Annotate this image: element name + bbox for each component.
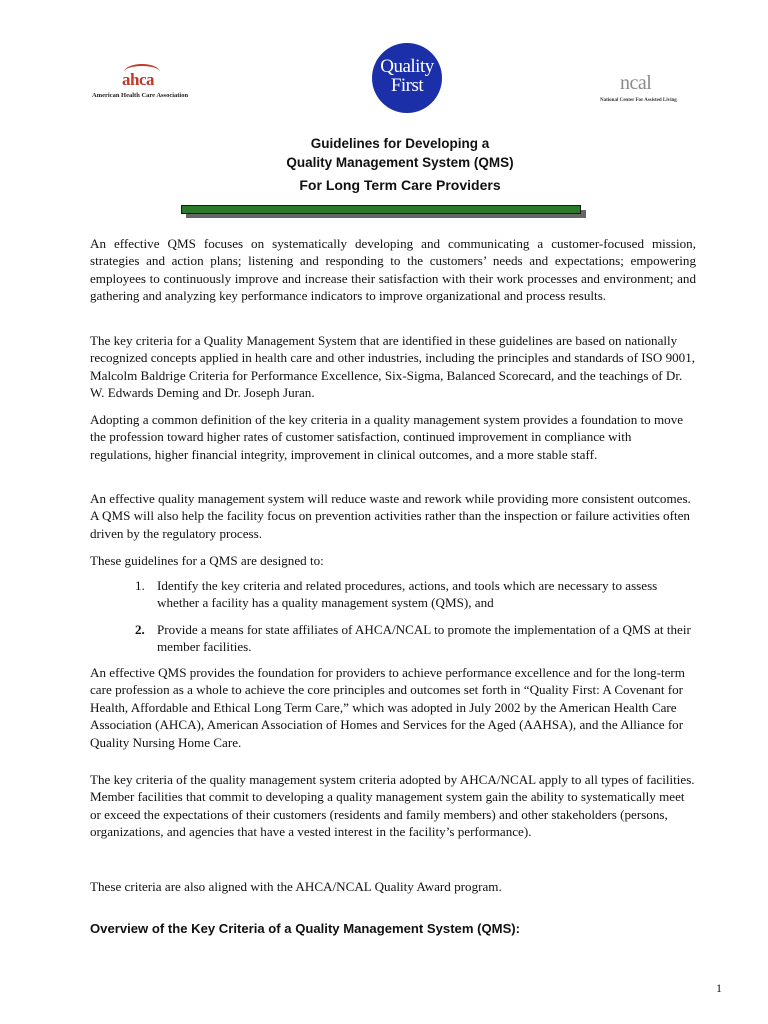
quality-first-line1: Quality [380, 56, 434, 77]
document-title-line2: Quality Management System (QMS) [286, 155, 514, 170]
paragraph-quality-award: These criteria are also aligned with the AHCA/NCAL Quality Award program. [90, 879, 502, 894]
title-divider [181, 205, 581, 214]
document-title-line1: Guidelines for Developing a [310, 136, 490, 151]
page-number: 1 [716, 981, 722, 995]
list-item-number: 2. [135, 622, 145, 637]
paragraph-foundation: An effective QMS provides the foundation for providers to achieve performance excellence and for the long-term care profession as a whole to achieve the core principles and outcomes set forth in “Quality First: A Covenant for Health, Affordable and Ethical Long Term Care,” which was adopted in July 2002 by the American Health Care Association (AHCA), American Association of Homes and Services for the Aged (AAHSA), and the Alliance for Quality Nursing Home Care. [90, 665, 685, 750]
ncal-subtitle: National Center For Assisted Living [600, 98, 677, 103]
ncal-logo [600, 72, 680, 108]
section-heading: Overview of the Key Criteria of a Quality Management System (QMS): [90, 921, 521, 936]
list-item-text: Provide a means for state affiliates of AHCA/NCAL to promote the implementation of a QMS at their member facilities. [157, 622, 691, 655]
paragraph-reduce-waste: An effective quality management system will reduce waste and rework while providing more consistent outcomes. A QMS will also help the facility focus on prevention activities rather than the inspection or failure activities often driven by the regulatory process. [90, 491, 691, 541]
quality-first-logo [372, 43, 442, 113]
list-item-number: 1. [135, 578, 145, 593]
paragraph-intro: An effective QMS focuses on systematically developing and communicating a customer-focused mission, strategies and action plans; listening and responding to the customers’ needs and expectations; empowering employees to continuously improve and increase their satisfaction with their work processes and environment; and gathering and analyzing key performance indicators to improve organizational and process results. [90, 236, 696, 304]
document-title-line3: For Long Term Care Providers [299, 177, 501, 193]
ahca-wordmark: ahca [122, 70, 154, 90]
list-item-text: Identify the key criteria and related procedures, actions, and tools which are necessary to assess whether a facility has a quality management system (QMS), and [157, 578, 658, 611]
ahca-logo [92, 70, 202, 104]
ncal-wordmark: ncal [620, 72, 652, 94]
paragraph-designed-to: These guidelines for a QMS are designed to: [90, 553, 324, 568]
paragraph-adopting: Adopting a common definition of the key criteria in a quality management system provides a foundation to move the profession toward higher rates of customer satisfaction, continued improvement in compliance with regulations, higher financial integrity, improvement in clinical outcomes, and a more stable staff. [90, 412, 684, 462]
ahca-subtitle: American Health Care Association [92, 92, 189, 99]
paragraph-key-criteria: The key criteria for a Quality Management System that are identified in these guidelines are based on nationally recognized concepts applied in health care and other industries, including the principles and standards of ISO 9001, Malcolm Baldrige Criteria for Performance Excellence, Six-Sigma, Balanced Scorecard, and the teachings of Dr. W. Edwards Deming and Dr. Joseph Juran. [90, 333, 696, 401]
quality-first-line2: First [390, 75, 424, 96]
ahca-arc-icon [124, 64, 160, 80]
paragraph-member-facilities: The key criteria of the quality management system criteria adopted by AHCA/NCAL apply to all types of facilities. Member facilities that commit to developing a quality management system gain the ability to systematically meet or exceed the expectations of their customers (residents and family members) and other stakeholders (persons, organizations, and agencies that have a vested interest in the facility’s performance). [90, 772, 695, 840]
